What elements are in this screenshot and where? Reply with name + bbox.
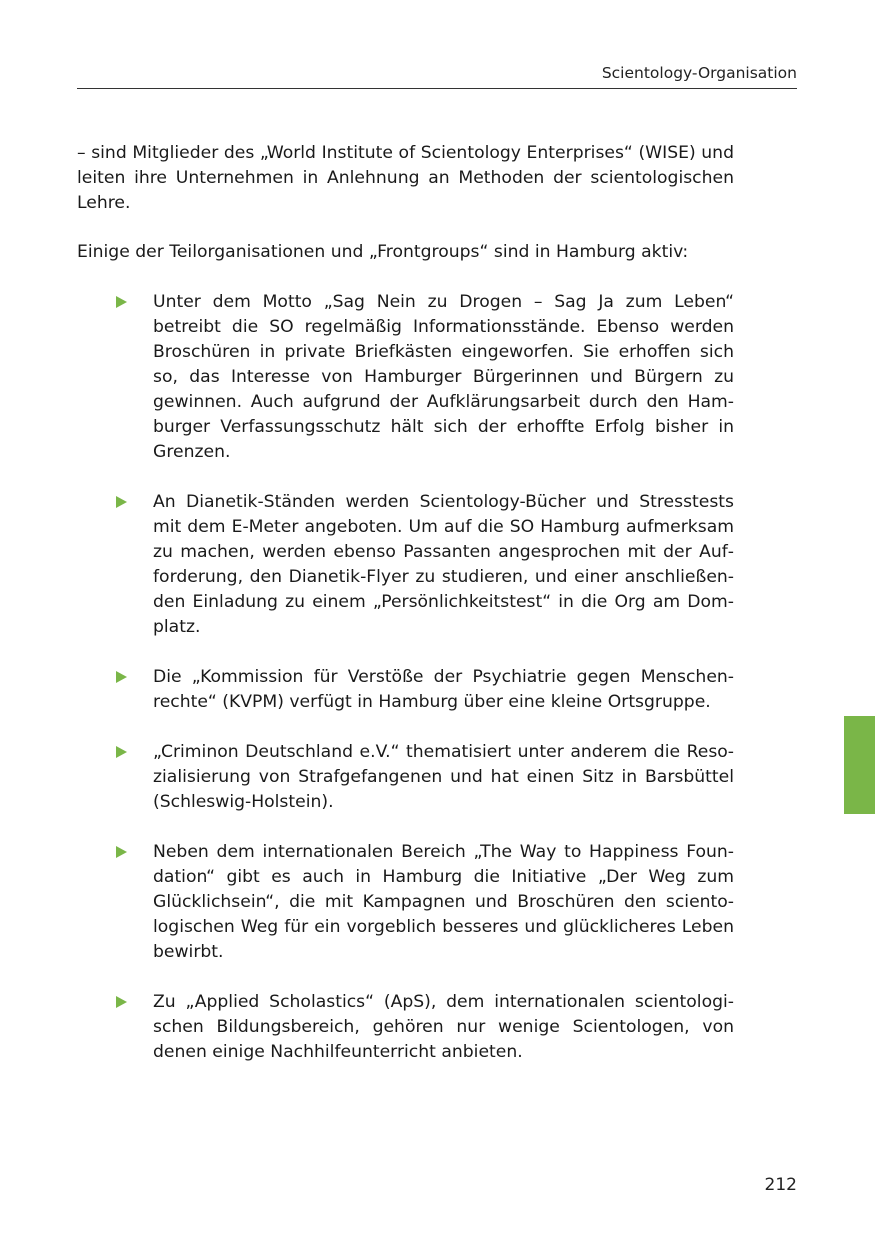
list-item-text: Neben dem internationalen Bereich „The Way to Happiness Foundation“ gibt es auch in Hamburg die Initiative „Der Weg zum Glücklichsein“, die mit Kampagnen und Broschüren den scientologischen Weg für ein vorgeblich besseres und glücklicheres Leben bewirbt. <box>153 842 734 962</box>
intro-paragraph: – sind Mitglieder des „World Institute of Scientology Enterprises“ (WISE) und leiten ihre Unternehmen in Anlehnung an Methoden der scientologischen Lehre. <box>77 143 734 213</box>
list-item <box>77 840 734 965</box>
page-number: 212 <box>764 1175 797 1195</box>
list-item-text: „Criminon Deutschland e.V.“ thematisiert unter anderem die Resozialisierung von Strafgefangenen und hat einen Sitz in Barsbüttel (Schleswig-Holstein). <box>153 742 734 812</box>
list-item-text: Die „Kommission für Verstöße der Psychiatrie gegen Menschenrechte“ (KVPM) verfügt in Hamburg über eine kleine Ortsgruppe. <box>153 667 734 712</box>
list-item <box>77 490 734 640</box>
list-item <box>77 990 734 1065</box>
triangle-bullet-icon <box>116 846 127 858</box>
triangle-bullet-icon <box>116 496 127 508</box>
header-rule <box>77 88 797 89</box>
triangle-bullet-icon <box>116 746 127 758</box>
lead-paragraph: Einige der Teilorganisationen und „Frontgroups“ sind in Hamburg aktiv: <box>77 242 689 262</box>
list-item-text: An Dianetik-Ständen werden Scientology-Bücher und Stresstests mit dem E-Meter angeboten. Um auf die SO Hamburg aufmerksam zu machen, werden ebenso Passanten angesprochen mit der Aufforderung, den Dianetik-Flyer zu studieren, und einer anschließenden Einladung zu einem „Persönlichkeitstest“ in die Org am Domplatz. <box>153 492 734 637</box>
triangle-bullet-icon <box>116 671 127 683</box>
list-item <box>77 665 734 715</box>
list-item-text: Unter dem Motto „Sag Nein zu Drogen – Sag Ja zum Leben“ betreibt die SO regelmäßig Informationsstände. Ebenso werden Broschüren in private Briefkästen eingeworfen. Sie erhoffen sich so, das Interesse von Hamburger Bürgerinnen und Bürgern zu gewinnen. Auch aufgrund der Aufklärungsarbeit durch den Hamburger Verfassungsschutz hält sich der erhoffte Erfolg bisher in Grenzen. <box>153 292 734 462</box>
bullet-list <box>77 290 734 1090</box>
list-item-text: Zu „Applied Scholastics“ (ApS), dem internationalen scientologischen Bildungsbereich, gehören nur wenige Scientologen, von denen einige Nachhilfeunterricht anbieten. <box>153 992 734 1062</box>
list-item <box>77 290 734 465</box>
triangle-bullet-icon <box>116 996 127 1008</box>
running-header: Scientology-Organisation <box>601 64 797 82</box>
list-item <box>77 740 734 815</box>
triangle-bullet-icon <box>116 296 127 308</box>
chapter-tab-marker <box>844 716 875 814</box>
